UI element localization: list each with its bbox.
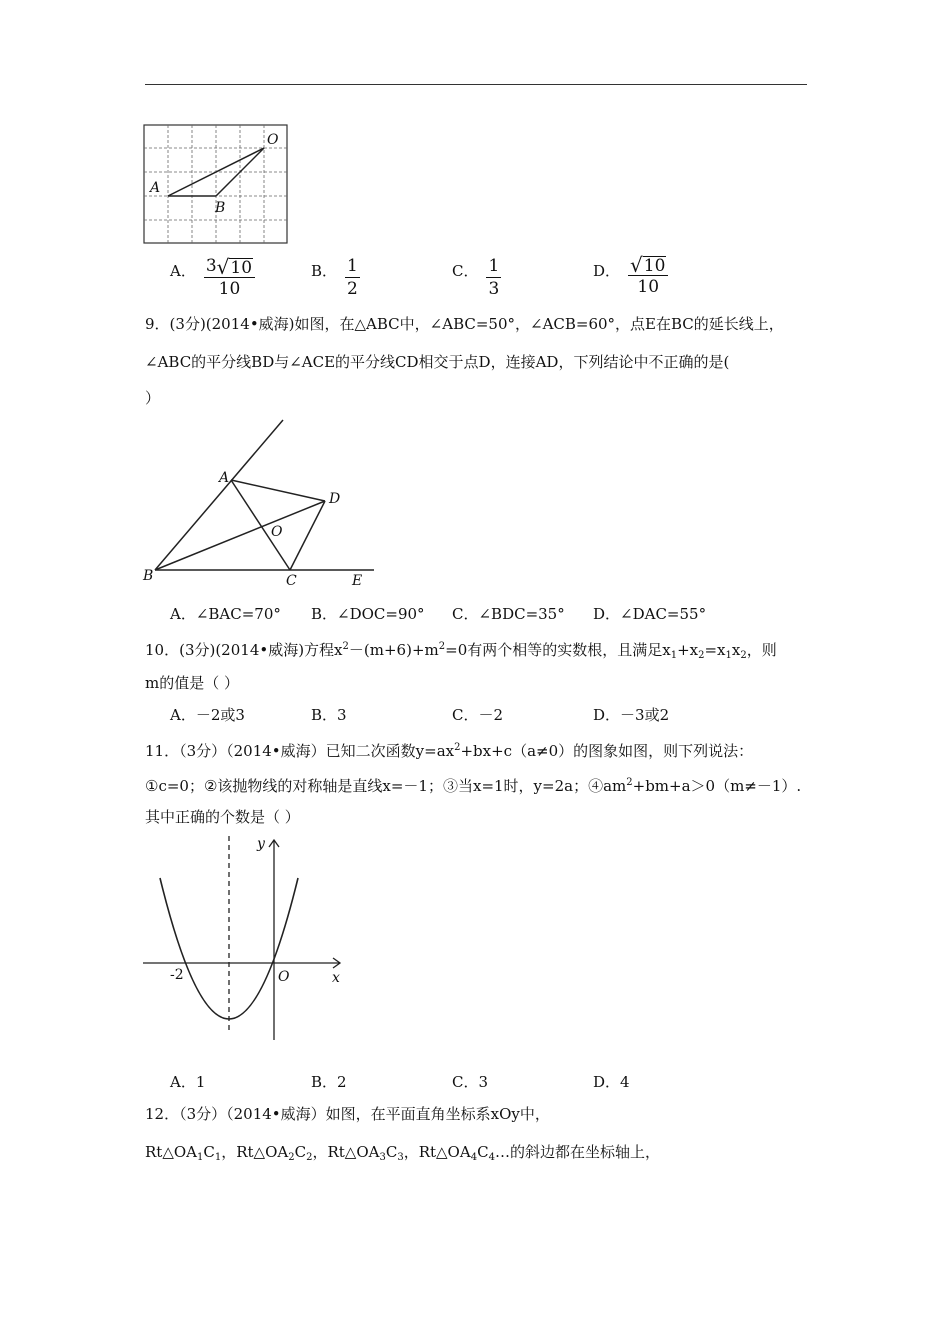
q11-option-d[interactable]: D．4: [593, 1073, 630, 1091]
q9-text-line3: ）: [145, 389, 161, 407]
q9-option-d[interactable]: D．∠DAC=55°: [593, 605, 707, 623]
label-d: D: [329, 491, 341, 507]
q10-option-b[interactable]: B．3: [311, 706, 347, 724]
q9-option-a[interactable]: A．∠BAC=70°: [170, 605, 281, 623]
q8-option-a[interactable]: A． 3 √ 10 10: [170, 255, 255, 300]
label-a: A: [150, 180, 161, 196]
q10-option-c[interactable]: C．－2: [452, 706, 504, 724]
q9-triangle-figure: [140, 418, 380, 590]
label-b: B: [143, 568, 154, 584]
q11-option-a[interactable]: A．1: [170, 1073, 206, 1091]
q10-option-d[interactable]: D．－3或2: [593, 706, 670, 724]
q9-option-c[interactable]: C．∠BDC=35°: [452, 605, 565, 623]
q9-text-line1: 9．(3分)(2014•威海)如图，在△ABC中，∠ABC=50°，∠ACB=60°，点E在BC的延长线上，: [145, 315, 784, 333]
q9-option-b[interactable]: B．∠DOC=90°: [311, 605, 425, 623]
q9-text-line2: ∠ABC的平分线BD与∠ACE的平分线CD相交于点D，连接AD，下列结论中不正确的是(: [145, 353, 730, 371]
q10-text-line1: 10．(3分)(2014•威海)方程$x^2-(m+6)+m^2=0$有两个相等的实数根，且满足$x_1+x_2=x_1x_2$，则: [145, 641, 777, 661]
q10-options: [170, 704, 810, 728]
label-e: E: [352, 573, 363, 589]
q8-option-c[interactable]: C． $\frac{1}{3}$: [452, 256, 500, 299]
label-b: B: [215, 200, 226, 216]
q8-options: [170, 255, 810, 305]
q11-option-b[interactable]: B．2: [311, 1073, 347, 1091]
label-c: C: [286, 573, 297, 589]
q11-option-c[interactable]: C．3: [452, 1073, 489, 1091]
label-o: O: [267, 132, 279, 148]
header-rule: [145, 84, 807, 85]
q8-option-b[interactable]: B． $\frac{1}{2}$: [311, 256, 358, 299]
q11-text-line3: 其中正确的个数是（ ）: [145, 808, 300, 826]
label-a: A: [219, 470, 230, 486]
q8-option-d[interactable]: D． √ 10 10: [593, 255, 668, 298]
q11-options: [170, 1071, 810, 1095]
label-neg2: -2: [170, 967, 184, 983]
label-o: O: [278, 969, 290, 985]
label-x: x: [332, 970, 340, 986]
fraction: 3 √ 10 10: [204, 255, 255, 300]
label-y: y: [257, 836, 265, 852]
segment-ad: [231, 480, 325, 501]
q11-text-line1: 11．（3分）（2014•威海）已知二次函数$y=ax^2+bx+c(a\ne 0)$的图象如图，则下列说法：: [145, 742, 754, 760]
q8-grid-figure: [143, 124, 293, 246]
q12-text-line1: 12．（3分）（2014•威海）如图，在平面直角坐标系xOy中，: [145, 1105, 550, 1123]
fraction: √ 10 10: [628, 255, 668, 298]
ray-ba: [155, 420, 283, 570]
q9-options: [170, 603, 810, 627]
fraction: $\frac{1}{2}$: [347, 256, 358, 299]
q10-text-line2: m的值是（ ）: [145, 674, 239, 692]
q12-text-line2: $Rt\triangle OA_1C_1$，$Rt\triangle OA_2C_2$，$Rt\triangle OA_3C_3$，$Rt\triangle OA_4C_4\dots$的斜边都在坐标轴上，: [145, 1143, 660, 1163]
fraction: $\frac{1}{3}$: [488, 256, 500, 299]
segment-bd: [155, 501, 325, 570]
q11-text-line2: ①c=0；②该抛物线的对称轴是直线x=－1；③当x=1时，y=2a；$④am^2+bm+a>0(m\ne-1)$.: [145, 777, 802, 795]
q11-parabola-figure: [140, 832, 350, 1047]
label-o: O: [271, 524, 283, 540]
segment-cd: [290, 501, 325, 570]
q10-option-a[interactable]: A．－2或3: [170, 706, 245, 724]
